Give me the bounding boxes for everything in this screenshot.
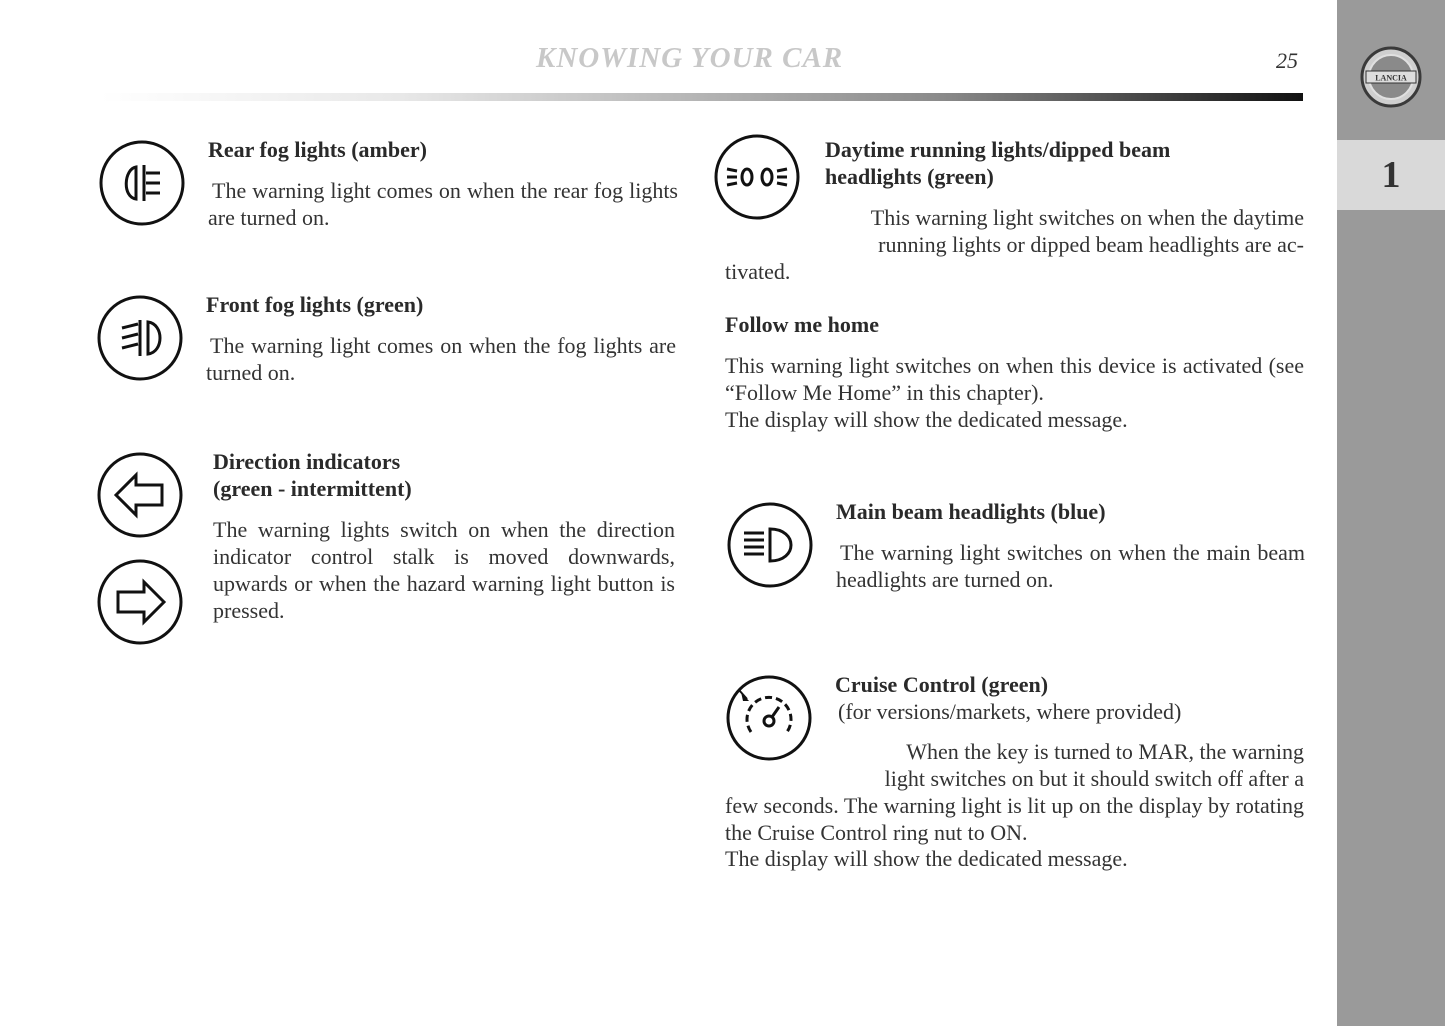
follow-me-title: Follow me home <box>725 312 879 337</box>
front-fog-body: The warning light comes on when the fog lights are turned on. <box>206 333 676 385</box>
daytime-running-lights-icon <box>713 133 801 221</box>
cruise-title: Cruise Control (green) <box>835 672 1049 697</box>
daytime-title-1: Daytime running lights/dipped beam <box>825 137 1171 162</box>
chapter-tab[interactable]: 1 <box>1337 140 1445 210</box>
cruise-body-4: The display will show the dedicated message. <box>725 846 1128 871</box>
cruise-control-icon <box>725 674 813 762</box>
rear-fog-light-icon <box>98 139 186 227</box>
daytime-body-3: tivated. <box>725 259 791 284</box>
right-arrow-icon <box>96 558 184 646</box>
page-header-title: KNOWING YOUR CAR <box>536 42 844 74</box>
svg-text:LANCIA: LANCIA <box>1375 73 1407 83</box>
daytime-body-2: running lights or dipped beam headlights are ac- <box>878 232 1304 257</box>
left-arrow-icon <box>96 451 184 539</box>
front-fog-light-icon <box>96 294 184 382</box>
front-fog-title: Front fog lights (green) <box>206 292 424 317</box>
page-number: 25 <box>1276 48 1298 73</box>
main-beam-icon <box>726 501 814 589</box>
cruise-body-3: few seconds. The warning light is lit up on the display by rotating the Cruise Control ring nut to ON. <box>725 793 1304 845</box>
daytime-title-2: headlights (green) <box>825 164 994 189</box>
direction-title-2: (green - intermittent) <box>213 476 412 501</box>
main-beam-body: The warning light switches on when the main beam headlights are turned on. <box>836 540 1305 592</box>
direction-title-1: Direction indicators <box>213 449 401 474</box>
cruise-subtitle: (for versions/markets, where provided) <box>838 699 1182 724</box>
rear-fog-title: Rear fog lights (amber) <box>208 137 427 162</box>
direction-body: The warning lights switch on when the direction indicator control stalk is moved downwards, upwards or when the hazard warning light button is pressed. <box>213 517 675 623</box>
header-rule <box>100 93 1303 101</box>
daytime-body-1: This warning light switches on when the daytime <box>870 205 1304 230</box>
main-beam-title: Main beam headlights (blue) <box>836 499 1106 524</box>
cruise-body-2: light switches on but it should switch off after a <box>884 766 1304 791</box>
cruise-body-1: When the key is turned to MAR, the warning <box>906 739 1304 764</box>
follow-me-body-2: The display will show the dedicated message. <box>725 407 1128 432</box>
follow-me-body-1: This warning light switches on when this device is activated (see “Follow Me Home” in this chapter). <box>725 353 1304 405</box>
rear-fog-body: The warning light comes on when the rear fog lights are turned on. <box>208 178 678 230</box>
lancia-logo <box>1360 46 1422 108</box>
